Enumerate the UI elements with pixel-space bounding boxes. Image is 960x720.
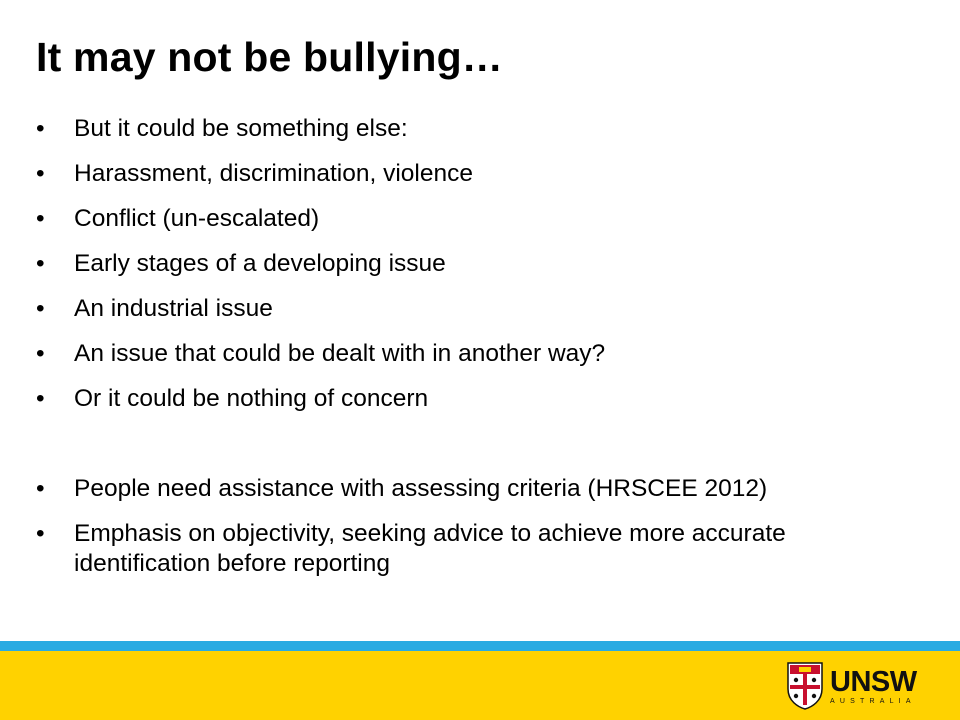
bullet-text: People need assistance with assessing criteria (HRSCEE 2012) xyxy=(74,475,768,502)
bullet-item xyxy=(36,249,916,279)
bullet-text: But it could be something else: xyxy=(74,115,408,142)
bullet-icon: • xyxy=(36,205,45,232)
bullet-item xyxy=(36,114,916,144)
bullet-icon: • xyxy=(36,295,45,322)
bullet-item xyxy=(36,384,916,414)
bullet-item xyxy=(36,339,916,369)
bullet-text: Conflict (un-escalated) xyxy=(74,205,320,232)
footer-accent-bar xyxy=(0,641,960,651)
bullet-icon: • xyxy=(36,385,45,412)
bullet-item xyxy=(36,159,916,189)
bullet-item xyxy=(36,294,916,324)
bullet-text: An industrial issue xyxy=(74,295,273,322)
bullet-item xyxy=(36,204,916,234)
crest-icon xyxy=(786,661,824,711)
bullet-text: An issue that could be dealt with in another way? xyxy=(74,340,606,367)
bullet-icon: • xyxy=(36,340,45,367)
bullet-text: Early stages of a developing issue xyxy=(74,250,446,277)
bullet-icon: • xyxy=(36,520,45,547)
bullet-text: Harassment, discrimination, violence xyxy=(74,160,473,187)
bullet-item xyxy=(36,474,916,504)
slide-title: It may not be bullying… xyxy=(36,34,504,80)
bullet-list xyxy=(36,114,916,594)
bullet-icon: • xyxy=(36,160,45,187)
bullet-text: Or it could be nothing of concern xyxy=(74,385,429,412)
bullet-icon: • xyxy=(36,250,45,277)
bullet-item xyxy=(36,519,916,579)
bullet-icon: • xyxy=(36,115,45,142)
unsw-logo xyxy=(786,658,934,714)
logo-wordmark: UNSW xyxy=(830,666,917,698)
bullet-icon: • xyxy=(36,475,45,502)
logo-subtitle: AUSTRALIA xyxy=(830,698,916,705)
bullet-text: Emphasis on objectivity, seeking advice to achieve more accurate identification before reporting xyxy=(74,520,786,577)
